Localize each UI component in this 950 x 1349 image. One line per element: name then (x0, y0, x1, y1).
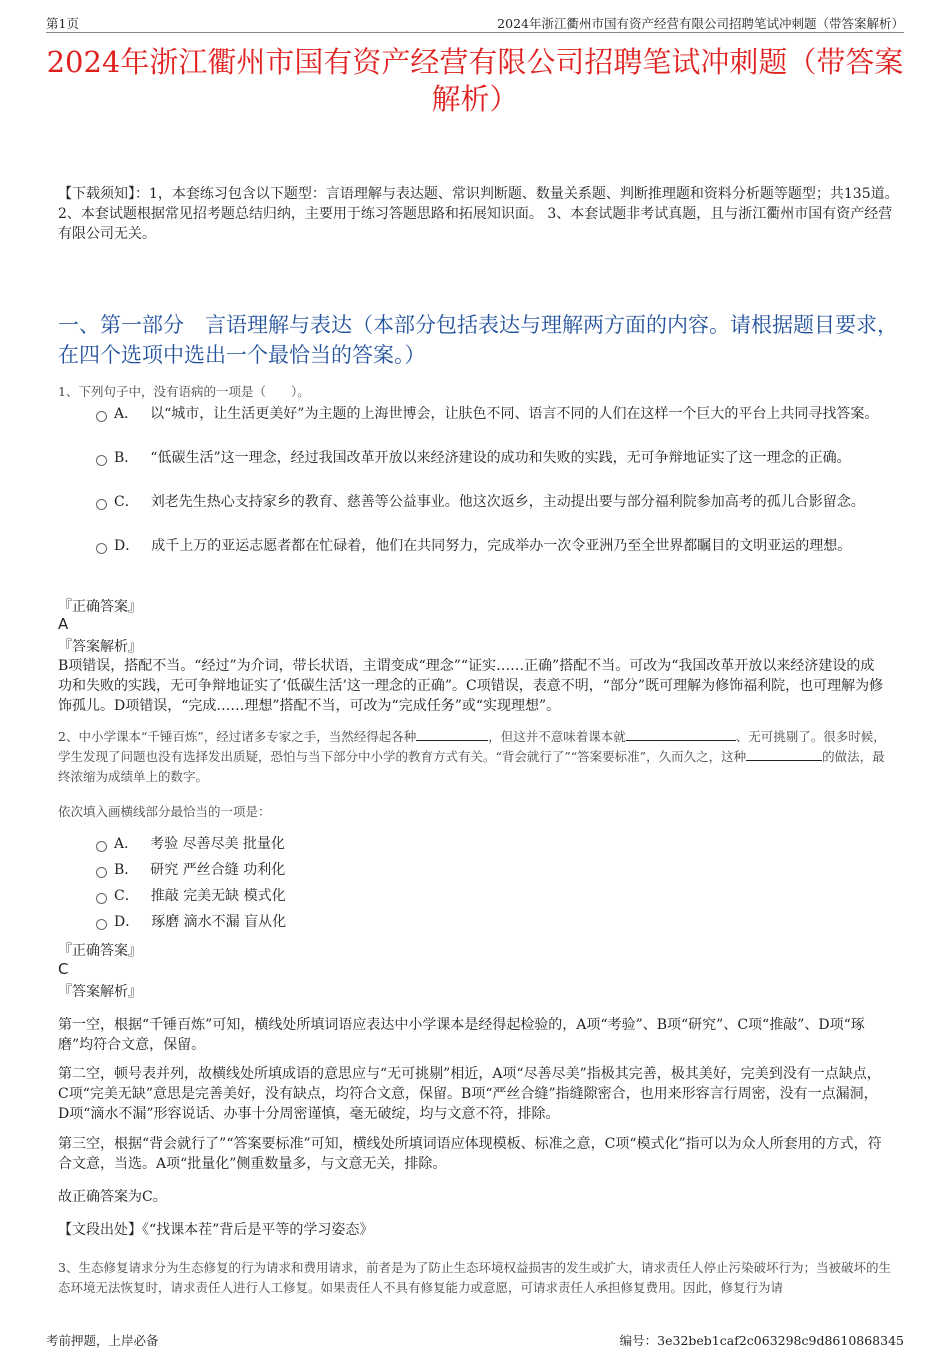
q2-option-d[interactable]: D． 琢磨 滴水不漏 盲从化 (96, 912, 896, 933)
radio-icon[interactable] (96, 499, 107, 510)
q2-option-c[interactable]: C． 推敲 完美无缺 模式化 (96, 886, 896, 907)
radio-icon[interactable] (96, 919, 107, 930)
q1-option-a[interactable]: A． 以“城市，让生活更美好”为主题的上海世博会，让肤色不同、语言不同的人们在这样一个巨大的平台上共同寻找答案。 (96, 404, 896, 425)
q1-option-d[interactable]: D． 成千上万的亚运志愿者都在忙碌着，他们在共同努力，完成举办一次令亚洲乃至全世界都瞩目的文明亚运的理想。 (96, 536, 896, 557)
radio-icon[interactable] (96, 543, 107, 554)
download-notice: 【下载须知】：1，本套练习包含以下题型：言语理解与表达题、常识判断题、数量关系题、判断推理题和资料分析题等题型；共135道。 2、本套试题根据常见招考题总结归纳，主要用于练习答题思路和拓展知识面。 3、本套试题非考试真题，且与浙江衢州市国有资产经营有限公司无关。 (58, 186, 899, 242)
question-2-stem: 2、中小学课本“千锤百炼”，经过诸多专家之手，当然经得起各种 ，但这并不意味着课本就 、无可挑剔了。很多时候，学生发现了问题也没有选择发出质疑，恐怕与当下部分中小学的教育方式有关。“背会就行了”“答案要标准”，久而久之，这种 的做法，最终浓缩为成绩单上的数字。 (58, 729, 886, 784)
question-2-instruction: 依次填入画横线部分最恰当的一项是： (58, 804, 271, 819)
q2-analysis-label: 『答案解析』 (58, 984, 142, 1000)
q2-analysis-paragraph-1: 第一空，根据“千锤百炼”可知，横线处所填词语应表达中小学课本是经得起检验的，A项“考验”、B项“研究”、C项“推敲”、D项“琢磨”均符合文意，保留。 (58, 1017, 865, 1053)
radio-icon[interactable] (96, 841, 107, 852)
q2-option-a[interactable]: A． 考验 尽善尽美 批量化 (96, 834, 896, 855)
radio-icon[interactable] (96, 411, 107, 422)
q2-option-b[interactable]: B． 研究 严丝合缝 功利化 (96, 860, 896, 881)
page-number: 第1页 (46, 16, 79, 31)
q2-analysis-paragraph-2: 第二空，顿号表并列，故横线处所填成语的意思应与“无可挑剔”相近，A项“尽善尽美”指极其完善，极其美好，完美到没有一点缺点，C项“完美无缺”意思是完善美好，没有缺点，均符合文意，保留。B项“严丝合缝”指缝隙密合，也用来形容言行周密，没有一点漏洞，D项“滴水不漏”形容说话、办事十分周密谨慎，毫无破绽，均与文意不符，排除。 (58, 1066, 881, 1122)
q1-answer: A (58, 615, 69, 633)
q1-option-c[interactable]: C． 刘老先生热心支持家乡的教育、慈善等公益事业。他这次返乡，主动提出要与部分福利院参加高考的孤儿合影留念。 (96, 492, 896, 513)
q2-analysis-paragraph-4: 故正确答案为C。 (58, 1189, 167, 1205)
header-doc-title: 2024年浙江衢州市国有资产经营有限公司招聘笔试冲刺题（带答案解析） (497, 16, 904, 31)
q2-answer-label: 『正确答案』 (58, 943, 142, 959)
q2-answer: C (58, 960, 69, 978)
q2-source: 【文段出处】《“找课本茬”背后是平等的学习姿态》 (58, 1222, 374, 1238)
section-heading: 一、第一部分 言语理解与表达（本部分包括表达与理解两方面的内容。请根据题目要求，在四个选项中选出一个最恰当的答案。） (58, 313, 898, 367)
page-header (46, 10, 904, 33)
question-3-stem: 3、生态修复请求分为生态修复的行为请求和费用请求，前者是为了防止生态环境权益损害的发生或扩大，请求责任人停止污染破坏行为；当被破坏的生态环境无法恢复时，请求责任人进行人工修复。如果责任人不具有修复能力或意愿，可请求责任人承担修复费用。因此，修复行为请 (58, 1260, 891, 1295)
radio-icon[interactable] (96, 867, 107, 878)
q1-answer-label: 『正确答案』 (58, 599, 142, 615)
footer-serial: 编号：3e32beb1caf2c063298c9d8610868345 (619, 1333, 904, 1348)
q1-analysis: B项错误，搭配不当。“经过”为介词，带长状语，主谓变成“理念”“证实……正确”搭配不当。可改为“我国改革开放以来经济建设的成功和失败的实践，无可争辩地证实了‘低碳生活’这一理念的正确”。C项错误，表意不明，“部分”既可理解为修饰福利院，也可理解为修饰孤儿。D项错误，“完成……理想”搭配不当，可改为“完成任务”或“实现理想”。 (58, 658, 884, 714)
q1-option-b[interactable]: B． “低碳生活”这一理念，经过我国改革开放以来经济建设的成功和失败的实践，无可争辩地证实了这一理念的正确。 (96, 448, 896, 469)
question-1-stem: 1、下列句子中，没有语病的一项是（ ）。 (58, 384, 310, 399)
radio-icon[interactable] (96, 455, 107, 466)
radio-icon[interactable] (96, 893, 107, 904)
q1-analysis-label: 『答案解析』 (58, 639, 142, 655)
document-title: 2024年浙江衢州市国有资产经营有限公司招聘笔试冲刺题（带答案解析） (46, 45, 904, 116)
footer-slogan: 考前押题，上岸必备 (46, 1333, 159, 1348)
q2-analysis-paragraph-3: 第三空，根据“背会就行了”“答案要标准”可知，横线处所填词语应体现模板、标准之意，C项“模式化”指可以为众人所套用的方式，符合文意，当选。A项“批量化”侧重数量多，与文意无关，排除。 (58, 1136, 882, 1172)
